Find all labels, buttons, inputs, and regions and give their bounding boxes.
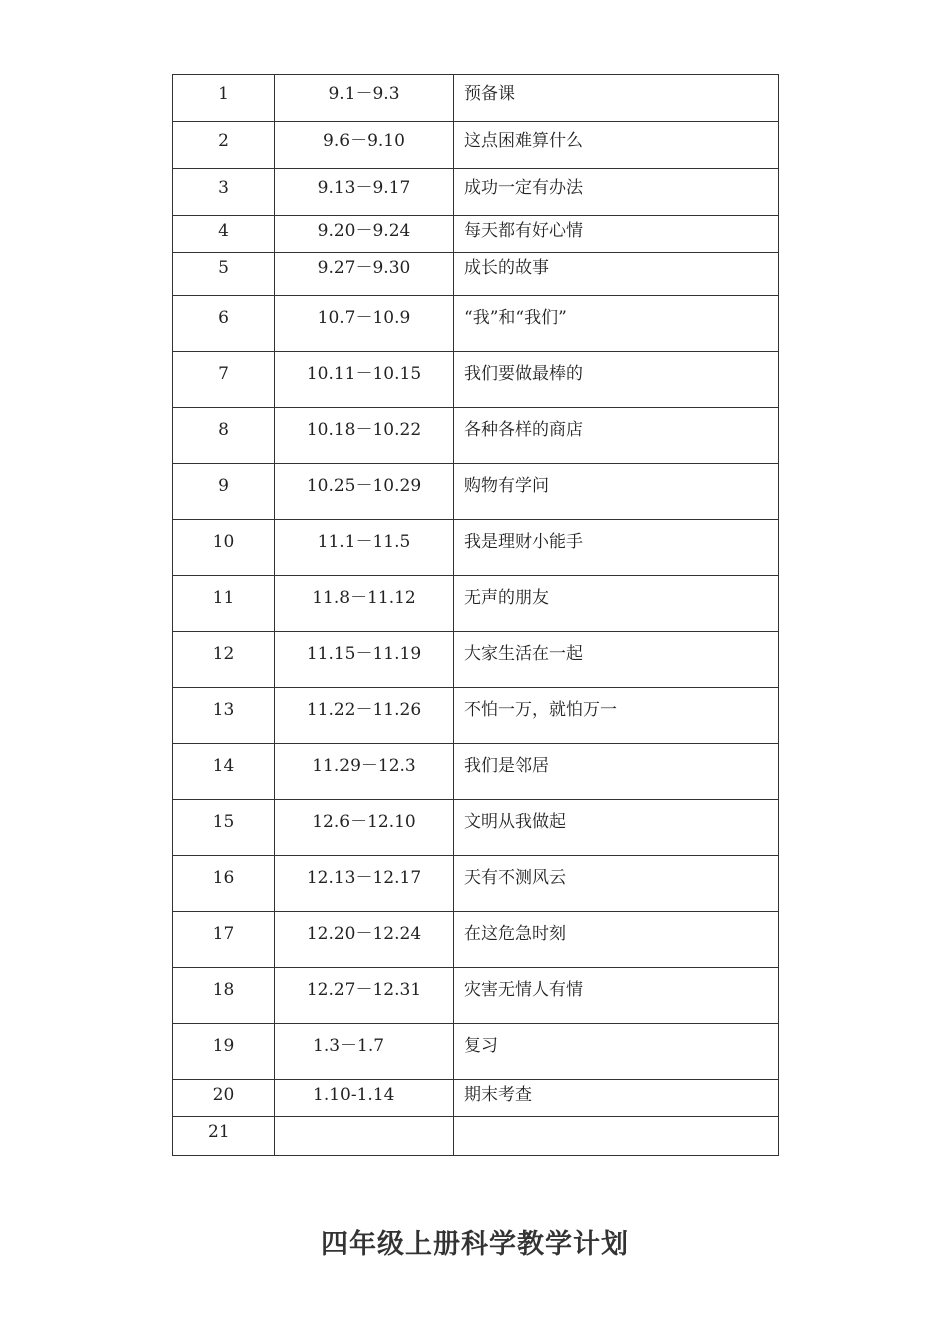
week-cell: 21 [173, 1117, 275, 1156]
table-row [173, 576, 779, 632]
topic-cell: 预备课 [454, 75, 779, 122]
date-cell: 10.7－10.9 [275, 296, 454, 352]
week-cell: 10 [173, 520, 275, 576]
table-row [173, 520, 779, 576]
topic-cell: 复习 [454, 1024, 779, 1080]
date-cell: 9.13－9.17 [275, 169, 454, 216]
table-row [173, 968, 779, 1024]
table-row [173, 75, 779, 122]
date-cell: 10.18－10.22 [275, 408, 454, 464]
week-cell: 9 [173, 464, 275, 520]
table-row [173, 122, 779, 169]
topic-cell: 不怕一万，就怕万一 [454, 688, 779, 744]
topic-cell: 无声的朋友 [454, 576, 779, 632]
date-cell [275, 1117, 454, 1156]
table-row [173, 216, 779, 253]
week-cell: 4 [173, 216, 275, 253]
week-cell: 11 [173, 576, 275, 632]
week-cell: 5 [173, 253, 275, 296]
date-cell: 10.11－10.15 [275, 352, 454, 408]
week-cell: 16 [173, 856, 275, 912]
topic-cell: 各种各样的商店 [454, 408, 779, 464]
week-cell: 8 [173, 408, 275, 464]
topic-cell: 文明从我做起 [454, 800, 779, 856]
date-cell: 1.10-1.14 [275, 1080, 454, 1117]
page-title: 四年级上册科学教学计划 [321, 1229, 629, 1260]
table-row [173, 253, 779, 296]
date-cell: 12.20－12.24 [275, 912, 454, 968]
topic-cell: 大家生活在一起 [454, 632, 779, 688]
topic-cell: 期末考查 [454, 1080, 779, 1117]
week-cell: 1 [173, 75, 275, 122]
table-row [173, 1117, 779, 1156]
date-cell: 11.22－11.26 [275, 688, 454, 744]
table-row [173, 744, 779, 800]
table-row [173, 912, 779, 968]
date-cell: 9.1－9.3 [275, 75, 454, 122]
week-cell: 12 [173, 632, 275, 688]
topic-cell [454, 1117, 779, 1156]
date-cell: 11.15－11.19 [275, 632, 454, 688]
table-row [173, 1024, 779, 1080]
table-row [173, 688, 779, 744]
topic-cell: 我们是邻居 [454, 744, 779, 800]
topic-cell: 灾害无情人有情 [454, 968, 779, 1024]
week-cell: 20 [173, 1080, 275, 1117]
table-row [173, 352, 779, 408]
topic-cell: 天有不测风云 [454, 856, 779, 912]
topic-cell: 我是理财小能手 [454, 520, 779, 576]
topic-cell: “我”和“我们” [454, 296, 779, 352]
topic-cell: 成长的故事 [454, 253, 779, 296]
week-cell: 14 [173, 744, 275, 800]
topic-cell: 我们要做最棒的 [454, 352, 779, 408]
week-cell: 18 [173, 968, 275, 1024]
table-row [173, 296, 779, 352]
date-cell: 12.6－12.10 [275, 800, 454, 856]
week-cell: 7 [173, 352, 275, 408]
date-cell: 12.27－12.31 [275, 968, 454, 1024]
date-cell: 9.27－9.30 [275, 253, 454, 296]
week-cell: 15 [173, 800, 275, 856]
date-cell: 1.3－1.7 [275, 1024, 454, 1080]
schedule-table [172, 74, 779, 1156]
week-cell: 13 [173, 688, 275, 744]
date-cell: 9.20－9.24 [275, 216, 454, 253]
date-cell: 10.25－10.29 [275, 464, 454, 520]
topic-cell: 成功一定有办法 [454, 169, 779, 216]
date-cell: 12.13－12.17 [275, 856, 454, 912]
week-cell: 17 [173, 912, 275, 968]
table-row [173, 856, 779, 912]
topic-cell: 在这危急时刻 [454, 912, 779, 968]
week-cell: 19 [173, 1024, 275, 1080]
table-row [173, 632, 779, 688]
date-cell: 11.29－12.3 [275, 744, 454, 800]
date-cell: 11.1－11.5 [275, 520, 454, 576]
week-cell: 6 [173, 296, 275, 352]
table-row [173, 408, 779, 464]
table-row [173, 800, 779, 856]
table-row [173, 169, 779, 216]
week-cell: 3 [173, 169, 275, 216]
week-cell: 2 [173, 122, 275, 169]
date-cell: 11.8－11.12 [275, 576, 454, 632]
topic-cell: 这点困难算什么 [454, 122, 779, 169]
topic-cell: 每天都有好心情 [454, 216, 779, 253]
topic-cell: 购物有学问 [454, 464, 779, 520]
table-row [173, 1080, 779, 1117]
date-cell: 9.6－9.10 [275, 122, 454, 169]
table-row [173, 464, 779, 520]
